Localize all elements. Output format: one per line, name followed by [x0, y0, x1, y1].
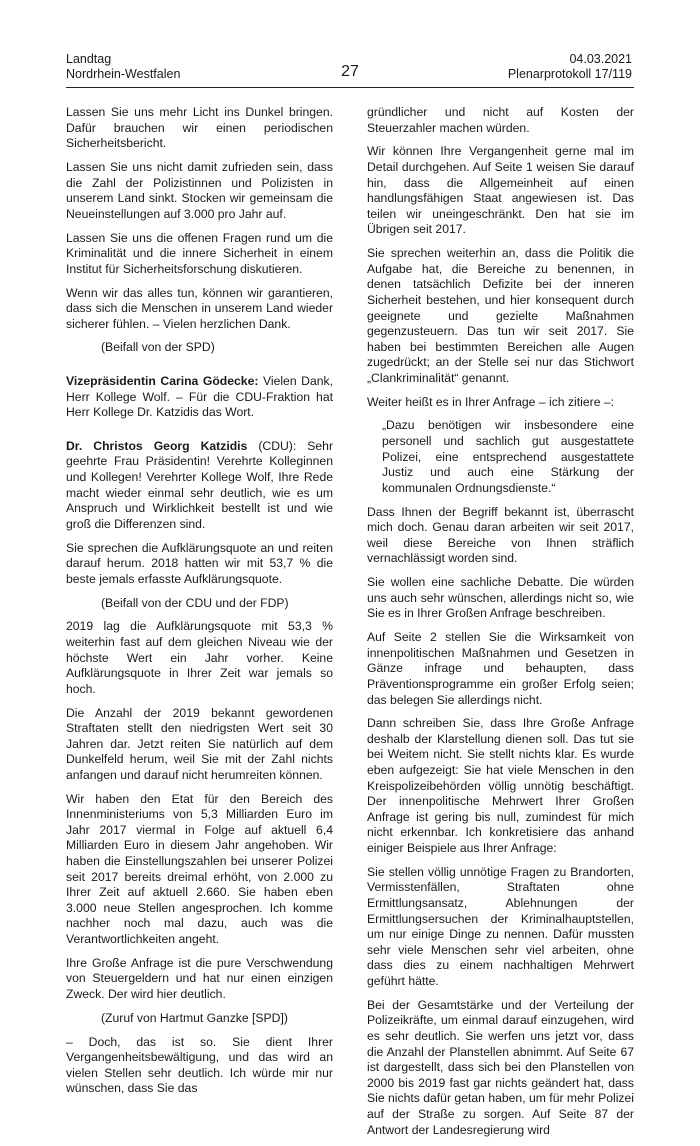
quotation: „Dazu benötigen wir insbesondere eine personell und sachlich gut ausgestattete Polizei, eine entsprechend ausgestattete Justiz und auch eine Stärkung der kommunalen Ordnungsdienste.“: [382, 418, 634, 495]
speaker-paragraph: [66, 439, 333, 533]
applause-note: (Beifall von der CDU und der FDP): [101, 595, 289, 610]
paragraph: 2019 lag die Aufklärungsquote mit 53,3 % weiterhin fast auf dem gleichen Niveau wie der höchste Wert ein Jahr vorher. Keine Aufklärungsquote in Ihrer Zeit war jemals so hoch.: [66, 619, 333, 696]
paragraph: Auf Seite 2 stellen Sie die Wirksamkeit von innenpolitischen Maßnahmen und Gesetzen in Gänze infrage und behaupten, dass Präventionsprogramme ein großer Erfolg seien; das belegen Sie allerdings nicht.: [367, 630, 634, 707]
applause-note: (Beifall von der SPD): [101, 340, 215, 355]
paragraph: Sie sprechen weiterhin an, dass die Politik die Aufgabe hat, die Bereiche zu benennen, in denen tatsächlich Defizite bei der inneren Sicherheit bestehen, und hier konsequent durch geeignete und gezielte Maßnahmen gegenzusteuern. Das tun wir seit 2017. Sie haben bei bestimmten Bereichen alle Augen zugedrückt; an der Stelle sei nur das Stichwort „Clankriminalität“ genannt.: [367, 246, 634, 385]
paragraph: Wir können Ihre Vergangenheit gerne mal im Detail durchgehen. Auf Seite 1 weisen Sie darauf hin, dass die Allgemeinheit auf einen handlungsfähigen Staat angewiesen ist. Das teilen wir uneingeschränkt. Den hat sie im Übrigen seit 2017.: [367, 144, 634, 237]
paragraph: Dann schreiben Sie, dass Ihre Große Anfrage deshalb der Klarstellung dienen soll. Das tut sie bei Weitem nicht. Sie stellt nichts klar. Es wurde eben aufgezeigt: Sie hat viele Menschen in den Kreispolizeibehörden völlig unnötig beschäftigt. Der innenpolitische Mehrwert Ihrer Großen Anfrage ist gering bis null, zumindest für mich nicht erkennbar. Ich konkretisiere das anhand einiger Beispiele aus Ihrer Anfrage:: [367, 716, 634, 856]
paragraph: Weiter heißt es in Ihrer Anfrage – ich zitiere –:: [367, 394, 615, 409]
paragraph: Lassen Sie uns die offenen Fragen rund um die Kriminalität und die innere Sicherheit in einem Institut für Sicherheitsforschung diskutieren.: [66, 230, 333, 276]
paragraph: Wenn wir das alles tun, können wir garantieren, dass sich die Menschen in unserem Land wieder sicherer fühlen. – Vielen herzlichen Dank.: [66, 285, 333, 331]
page-number: 27: [341, 63, 359, 80]
paragraph: Ihre Große Anfrage ist die pure Verschwendung von Steuergeldern und hat nur einen einzigen Zweck. Der wird hier deutlich.: [66, 955, 333, 1001]
paragraph: Bei der Gesamtstärke und der Verteilung der Polizeikräfte, um einmal darauf einzugehen, wird es sehr deutlich. Sie werfen uns jetzt vor, dass die Anzahl der Planstellen abnimmt. Auf Seite 67 ist dargestellt, dass sich bei den Planstellen von 2000 bis 2019 fast gar nichts geändert hat, dass Sie nichts dafür getan haben, um für mehr Polizei auf der Straße zu sorgen. Auf Seite 87 der Antwort der Landesregierung wird: [367, 997, 634, 1137]
header-right: [508, 52, 632, 82]
state-name: Nordrhein-Westfalen: [66, 67, 181, 81]
parliament-name: Landtag: [66, 52, 112, 66]
interjection-note: (Zuruf von Hartmut Ganzke [SPD]): [101, 1010, 288, 1025]
paragraph: Sie wollen eine sachliche Debatte. Die würden uns auch sehr wünschen, allerdings nicht so, wie Sie es in Ihrer Großen Anfrage beschreiben.: [367, 575, 634, 621]
protocol-number: Plenarprotokoll 17/119: [507, 67, 632, 81]
speaker-name: Dr. Christos Georg Katzidis: [66, 438, 248, 453]
left-column: [66, 105, 333, 1105]
paragraph: – Doch, das ist so. Sie dient Ihrer Vergangenheitsbewältigung, und das wird an vielen Stellen sehr deutlich. Ich würde mir nur wünschen, dass Sie das: [66, 1034, 333, 1096]
paragraph: Lassen Sie uns nicht damit zufrieden sein, dass die Zahl der Polizistinnen und Polizisten in unserem Land sinkt. Stocken wir gemeinsam die Neueinstellungen auf 3.000 pro Jahr auf.: [66, 159, 333, 221]
paragraph: Sie stellen völlig unnötige Fragen zu Brandorten, Vermisstenfällen, Straftaten ohne Ermittlungsansatz, Ablehnungen der Ermittlungsersuchen der Kriminalhauptstellen, um nur einige Dinge zu nennen. Dafür mussten sehr viele Menschen sehr viel arbeiten, ohne dass dies zu einem nachhaltigen Mehrwert geführt hätte.: [367, 864, 634, 988]
speech-text: Vielen Dank, Herr Kollege Wolf. – Für die CDU-Fraktion hat Herr Kollege Dr. Katzidis das Wort.: [66, 374, 333, 420]
speaker-paragraph: [66, 374, 333, 421]
paragraph: Sie sprechen die Aufklärungsquote an und reiten darauf herum. 2018 hatten wir mit 53,7 % die beste jemals erfasste Aufklärungsquote.: [66, 540, 333, 586]
speaker-name: Vizepräsidentin Carina Gödecke:: [66, 374, 259, 389]
header-rule: [66, 87, 634, 88]
paragraph: gründlicher und nicht auf Kosten der Steuerzahler machen würden.: [367, 105, 634, 135]
speech-text: (CDU): Sehr geehrte Frau Präsidentin! Verehrte Kolleginnen und Kollegen! Verehrter Kollege Wolf, Ihre Rede macht wieder einmal sehr deutlich, wie es um Anspruch und Wirklichkeit bestellt ist und wie groß die Differenzen sind.: [66, 438, 333, 531]
paragraph: Lassen Sie uns mehr Licht ins Dunkel bringen. Dafür brauchen wir einen periodischen Sicherheitsbericht.: [66, 105, 333, 151]
paragraph: Dass Ihnen der Begriff bekannt ist, überrascht mich doch. Genau daran arbeiten wir seit 2017, weil diese Bereiche von Ihnen sträflich vernachlässigt worden sind.: [367, 504, 634, 566]
session-date: 04.03.2021: [569, 52, 632, 66]
paragraph: Wir haben den Etat für den Bereich des Innenministeriums von 5,3 Milliarden Euro im Jahr 2017 viermal in Folge auf aktuell 6,4 Milliarden Euro in diesem Jahr angehoben. Wir haben die Einstellungszahlen bei unserer Polizei seit 2017 bereits dreimal erhöht, von 2.000 zu Ihrer Zeit auf aktuell 2.660. Sie haben eben 3.000 neue Stellen angesprochen. Ich komme nachher noch mal dazu, auch was die Verantwortlichkeiten angeht.: [66, 791, 333, 946]
paragraph: Die Anzahl der 2019 bekannt gewordenen Straftaten stellt den niedrigsten Wert seit 30 Jahren dar. Jetzt reiten Sie natürlich auf dem Dunkelfeld herum, weil Sie mit der Zahl nichts anfangen und darauf nicht herumreiten können.: [66, 705, 333, 782]
